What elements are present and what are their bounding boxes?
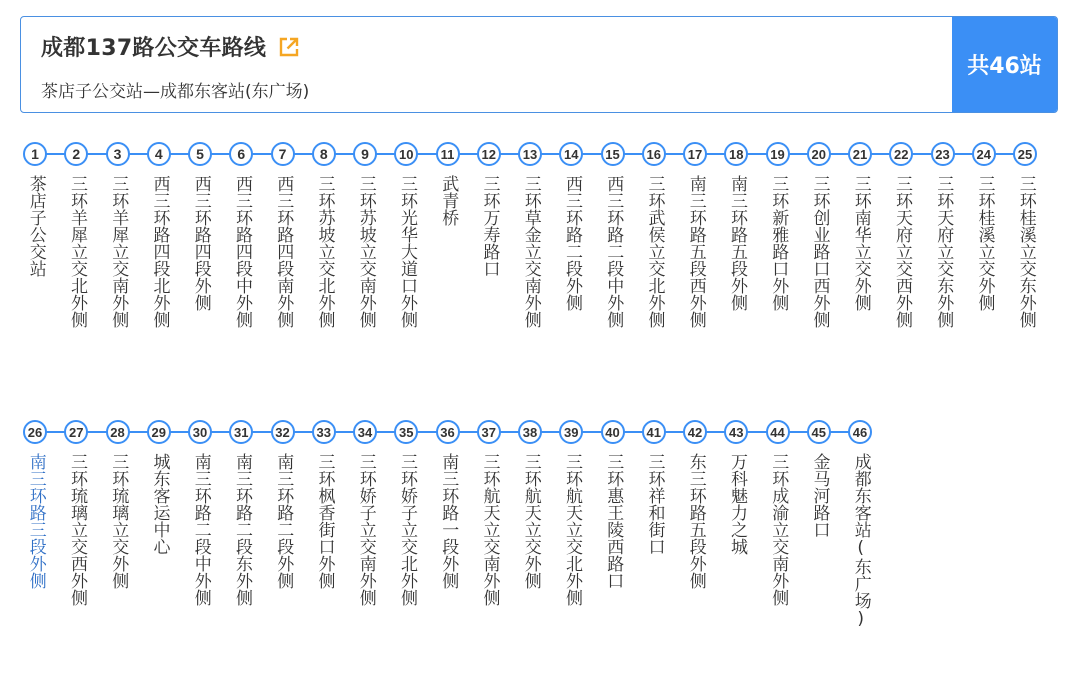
stop-item[interactable] [675, 142, 715, 328]
stop-count-badge: 共46站 [952, 17, 1057, 112]
stop-name: 西三环路四段北外侧 [149, 175, 170, 328]
stop-item[interactable] [469, 142, 509, 277]
stop-number: 16 [642, 142, 666, 166]
stop-name: 三环桂溪立交外侧 [974, 175, 995, 311]
stop-number: 35 [394, 420, 418, 444]
stop-number: 9 [353, 142, 377, 166]
stop-number: 11 [436, 142, 460, 166]
stop-item[interactable] [840, 142, 880, 311]
stop-name: 南三环路二段东外侧 [232, 453, 252, 606]
stop-number: 7 [271, 142, 295, 166]
stop-item[interactable] [469, 420, 509, 606]
stop-number: 30 [188, 420, 212, 444]
stop-number: 4 [147, 142, 171, 166]
stop-item[interactable] [510, 142, 550, 328]
stop-item[interactable] [221, 142, 261, 328]
stop-item[interactable] [593, 142, 633, 328]
stop-item[interactable] [428, 142, 468, 226]
stop-name: 西三环路四段中外侧 [232, 175, 252, 328]
stop-item[interactable] [56, 142, 96, 328]
stop-name: 三环新雅路口外侧 [768, 175, 789, 311]
stop-number: 8 [312, 142, 336, 166]
stop-name: 三环桂溪立交东外侧 [1015, 175, 1036, 328]
stop-name: 东三环路五段外侧 [685, 453, 706, 589]
route-title: 成都137路公交车路线 [41, 36, 267, 61]
stop-item[interactable] [716, 142, 756, 311]
stop-item[interactable] [56, 420, 96, 606]
stop-item[interactable] [551, 142, 591, 311]
stop-item[interactable] [510, 420, 550, 589]
stop-name: 三环万寿路口 [479, 175, 500, 277]
stop-item[interactable] [634, 142, 674, 328]
stop-number: 6 [229, 142, 253, 166]
stop-number: 10 [394, 142, 418, 166]
stop-number: 34 [353, 420, 377, 444]
stop-number: 20 [807, 142, 831, 166]
stop-name: 三环天府立交西外侧 [892, 175, 912, 328]
stop-name: 西三环路四段南外侧 [273, 175, 294, 328]
stop-number: 44 [766, 420, 790, 444]
stop-number: 18 [724, 142, 748, 166]
stop-name: 三环天府立交东外侧 [933, 175, 954, 328]
stop-number: 21 [848, 142, 872, 166]
stop-item[interactable] [758, 142, 798, 311]
stop-name: 三环成渝立交南外侧 [768, 453, 789, 606]
stop-name: 三环祥和街口 [644, 453, 665, 555]
stop-item[interactable] [263, 420, 303, 589]
stop-item[interactable] [386, 142, 426, 328]
stop-item[interactable] [675, 420, 715, 589]
stop-number: 28 [106, 420, 130, 444]
stop-number: 3 [106, 142, 130, 166]
stop-name: 南三环路二段中外侧 [190, 453, 211, 606]
stop-number: 38 [518, 420, 542, 444]
stop-number: 5 [188, 142, 212, 166]
stop-name: 西三环路二段外侧 [562, 175, 582, 311]
stop-name: 三环琉璃立交外侧 [108, 453, 129, 589]
stop-name: 三环枫香街口外侧 [314, 453, 335, 589]
stop-name: 三环苏坡立交南外侧 [355, 175, 376, 328]
stop-item[interactable] [98, 420, 138, 589]
stop-number: 17 [683, 142, 707, 166]
stop-number: 2 [64, 142, 88, 166]
stop-item[interactable] [345, 142, 385, 328]
stop-number: 43 [724, 420, 748, 444]
stop-name: 南三环路一段外侧 [438, 453, 459, 589]
stop-item[interactable] [799, 142, 839, 328]
stop-item[interactable] [840, 420, 880, 629]
stop-item[interactable] [634, 420, 674, 555]
stop-number: 31 [229, 420, 253, 444]
stop-name: 三环羊犀立交北外侧 [67, 175, 87, 328]
stop-number: 13 [518, 142, 542, 166]
stop-name: 成都东客站(东广场) [850, 453, 871, 629]
stop-number: 1 [23, 142, 47, 166]
stop-number: 46 [848, 420, 872, 444]
stop-name: 万科魅力之城 [727, 453, 747, 555]
stop-item[interactable] [263, 142, 303, 328]
stop-number: 40 [601, 420, 625, 444]
stop-name: 三环羊犀立交南外侧 [108, 175, 129, 328]
stop-name: 南三环路五段西外侧 [685, 175, 706, 328]
stop-name: 三环航天立交北外侧 [562, 453, 582, 606]
stop-item[interactable] [221, 420, 261, 606]
stop-item[interactable] [881, 142, 921, 328]
stop-number: 39 [559, 420, 583, 444]
stop-item[interactable] [551, 420, 591, 606]
stop-item[interactable] [139, 420, 179, 555]
stop-number: 36 [436, 420, 460, 444]
stop-item[interactable] [758, 420, 798, 606]
stop-item[interactable] [15, 420, 55, 589]
stop-item[interactable] [593, 420, 633, 589]
stop-name: 南三环路三段外侧 [25, 453, 46, 589]
stop-number: 27 [64, 420, 88, 444]
stop-item[interactable] [304, 420, 344, 589]
stop-name: 三环苏坡立交北外侧 [314, 175, 335, 328]
stop-name: 西三环路二段中外侧 [603, 175, 624, 328]
stop-item[interactable] [180, 142, 220, 311]
stop-number: 42 [683, 420, 707, 444]
stop-name: 三环娇子立交南外侧 [355, 453, 376, 606]
stop-name: 三环惠王陵西路口 [603, 453, 624, 589]
route-endpoints: 茶店子公交站—成都东客站(东广场) [41, 82, 310, 102]
stop-name: 西三环路四段外侧 [190, 175, 211, 311]
stop-item[interactable] [428, 420, 468, 589]
stop-number: 45 [807, 420, 831, 444]
stop-name: 南三环路五段外侧 [727, 175, 747, 311]
stop-number: 19 [766, 142, 790, 166]
stop-item[interactable] [716, 420, 756, 555]
stop-name: 三环航天立交外侧 [520, 453, 541, 589]
stop-name: 三环南华立交外侧 [850, 175, 871, 311]
stop-number: 12 [477, 142, 501, 166]
stop-name: 南三环路二段外侧 [273, 453, 294, 589]
stop-name: 三环光华大道口外侧 [397, 175, 417, 328]
stop-item[interactable] [964, 142, 1004, 311]
stop-item[interactable] [923, 142, 963, 328]
stop-number: 14 [559, 142, 583, 166]
stop-name: 三环武侯立交北外侧 [644, 175, 665, 328]
stop-number: 25 [1013, 142, 1037, 166]
stop-number: 24 [972, 142, 996, 166]
stop-item[interactable] [386, 420, 426, 606]
stop-item[interactable] [180, 420, 220, 606]
stop-item[interactable] [98, 142, 138, 328]
stop-number: 32 [271, 420, 295, 444]
stop-name: 茶店子公交站 [25, 175, 46, 277]
stop-name: 三环航天立交南外侧 [479, 453, 500, 606]
stop-number: 33 [312, 420, 336, 444]
stop-item[interactable] [139, 142, 179, 328]
stop-item[interactable] [799, 420, 839, 538]
stop-number: 29 [147, 420, 171, 444]
stop-name: 城东客运中心 [149, 453, 170, 555]
stop-item[interactable] [1005, 142, 1045, 328]
stop-item[interactable] [15, 142, 55, 277]
stop-name: 三环娇子立交北外侧 [397, 453, 417, 606]
stop-name: 武青桥 [438, 175, 459, 226]
stop-number: 15 [601, 142, 625, 166]
stop-number: 26 [23, 420, 47, 444]
stop-name: 三环创业路口西外侧 [809, 175, 830, 328]
stop-name: 金马河路口 [809, 453, 830, 538]
stop-number: 37 [477, 420, 501, 444]
stop-name: 三环琉璃立交西外侧 [67, 453, 87, 606]
stop-number: 23 [931, 142, 955, 166]
stop-item[interactable] [345, 420, 385, 606]
stop-number: 41 [642, 420, 666, 444]
stop-name: 三环草金立交南外侧 [520, 175, 541, 328]
stop-item[interactable] [304, 142, 344, 328]
stop-number: 22 [889, 142, 913, 166]
